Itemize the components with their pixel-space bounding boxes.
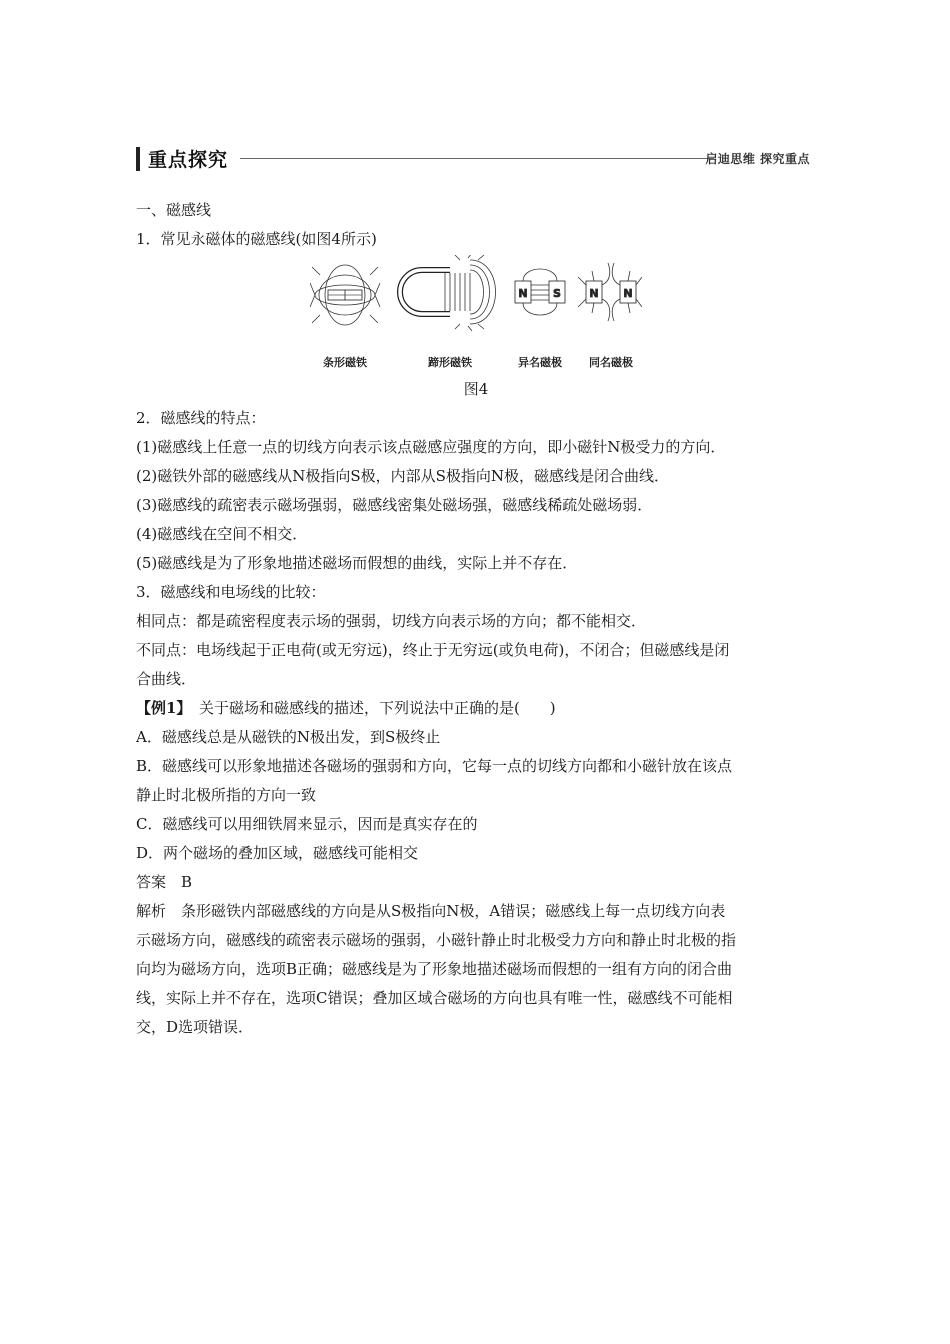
bar-magnet-diagram [310, 265, 380, 325]
opposite-poles-label: 异名磁极 [518, 356, 562, 369]
like-poles-label: 同名磁极 [589, 356, 633, 369]
option-c: C．磁感线可以用细铁屑来显示，因而是真实存在的 [136, 815, 478, 833]
header-accent-bar [136, 147, 140, 171]
bar-magnet-label: 条形磁铁 [323, 356, 367, 369]
analysis-line: 示磁场方向，磁感线的疏密表示磁场的强弱，小磁针静止时北极受力方向和静止时北极的指 [136, 931, 737, 949]
feature-item: (4)磁感线在空间不相交． [136, 525, 308, 543]
section-heading: 一、磁感线 [136, 201, 212, 219]
horseshoe-magnet-diagram [400, 255, 496, 331]
option-d: D．两个磁场的叠加区域，磁感线可能相交 [136, 844, 419, 862]
comparison-heading: 3．磁感线和电场线的比较： [136, 583, 326, 601]
feature-item: (1)磁感线上任意一点的切线方向表示该点磁感应强度的方向，即小磁针N极受力的方向． [136, 438, 726, 456]
comparison-diff-line: 合曲线． [136, 670, 197, 688]
opposite-poles-diagram [515, 269, 565, 315]
feature-item: (3)磁感线的疏密表示磁场强弱，磁感线密集处磁场强，磁感线稀疏处磁场弱． [136, 496, 653, 514]
feature-item: (2)磁铁外部的磁感线从N极指向S极，内部从S极指向N极，磁感线是闭合曲线． [136, 467, 670, 485]
pole-s-label: S [553, 287, 561, 300]
comparison-diff-line: 不同点：电场线起于正电荷(或无穷远)，终止于无穷远(或负电荷)，不闭合；但磁感线是闭 [136, 641, 730, 659]
item-1: 1．常见永磁体的磁感线(如图4所示) [136, 230, 377, 248]
feature-item: (5)磁感线是为了形象地描述磁场而假想的曲线，实际上并不存在． [136, 554, 578, 572]
example-question [136, 694, 816, 723]
section-title: 重点探究 [148, 149, 229, 171]
features-heading: 2．磁感线的特点： [136, 409, 266, 427]
comparison-same: 相同点：都是疏密程度表示场的强弱，切线方向表示场的方向；都不能相交． [136, 612, 647, 630]
figure-caption: 图4 [463, 380, 489, 398]
analysis-line: 向均为磁场方向，选项B正确；磁感线是为了形象地描述磁场而假想的一组有方向的闭合曲 [136, 960, 733, 978]
figure-magnetic-field-lines [136, 255, 816, 375]
answer: 答案 B [136, 873, 193, 891]
main-content [136, 196, 816, 1042]
magnet-diagrams [310, 255, 642, 375]
like-poles-diagram [578, 263, 642, 321]
pole-n-right-label: N [623, 287, 633, 300]
analysis-line: 线，实际上并不存在，选项C错误；叠加区域合磁场的方向也具有唯一性，磁感线不可能相 [136, 989, 733, 1007]
example-question-text: 关于磁场和磁感线的描述，下列说法中正确的是( ) [198, 699, 556, 717]
option-a: A．磁感线总是从磁铁的N极出发，到S极终止 [136, 728, 441, 746]
analysis-line: 交，D选项错误． [136, 1018, 254, 1036]
option-b-line: 静止时北极所指的方向一致 [136, 786, 317, 804]
horseshoe-magnet-label: 蹄形磁铁 [428, 356, 472, 369]
header-rule [240, 158, 714, 159]
pole-n-left-label: N [589, 287, 599, 300]
section-tagline: 启迪思维 探究重点 [705, 152, 810, 166]
section-header [136, 143, 816, 173]
example-tag: 【例1】 [136, 699, 184, 717]
option-b-line: B．磁感线可以形象地描述各磁场的强弱和方向，它每一点的切线方向都和小磁针放在该点 [136, 757, 733, 775]
pole-n-label: N [518, 287, 528, 300]
analysis-line: 解析 条形磁铁内部磁感线的方向是从S极指向N极，A错误；磁感线上每一点切线方向表 [136, 902, 726, 920]
